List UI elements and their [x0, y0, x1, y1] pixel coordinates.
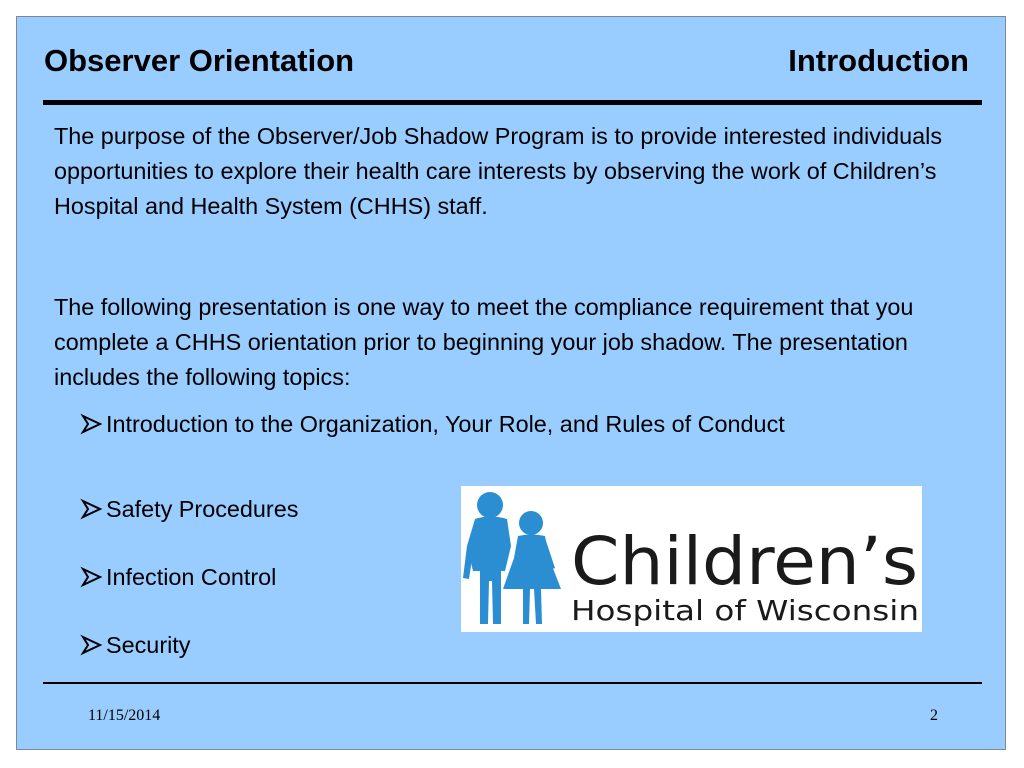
list-item-label: Safety Procedures [106, 495, 299, 522]
list-item [79, 407, 785, 441]
compliance-paragraph: The following presentation is one way to meet the compliance requirement that you complete a CHHS orientation prior to beginning your job shadow. The presentation includes the following topics: [54, 294, 914, 390]
page-number: 2 [930, 707, 938, 724]
logo-wordmark: Children’s [571, 523, 918, 600]
list-item-label: Infection Control [106, 563, 277, 590]
slide [16, 16, 1006, 750]
logo-subtitle: Hospital of Wisconsin [571, 594, 919, 627]
footer-divider [43, 682, 982, 684]
arrow-right-icon [79, 634, 104, 656]
arrow-right-icon [79, 498, 104, 520]
hospital-logo [461, 486, 922, 632]
section-title: Introduction [788, 43, 969, 78]
arrow-right-icon [79, 566, 104, 588]
arrow-right-icon [79, 413, 104, 435]
header-divider [43, 100, 982, 105]
slide-title: Observer Orientation [44, 43, 355, 78]
footer-date: 11/15/2014 [88, 707, 161, 724]
purpose-paragraph: The purpose of the Observer/Job Shadow Program is to provide interested individuals opportunities to explore their health care interests by observing the work of Children’s Hospital and Health System (CHHS) staff. [54, 123, 943, 219]
children-figures-icon [463, 492, 561, 624]
list-item-label: Security [106, 631, 191, 658]
list-item-label: Introduction to the Organization, Your Role, and Rules of Conduct [106, 410, 785, 437]
